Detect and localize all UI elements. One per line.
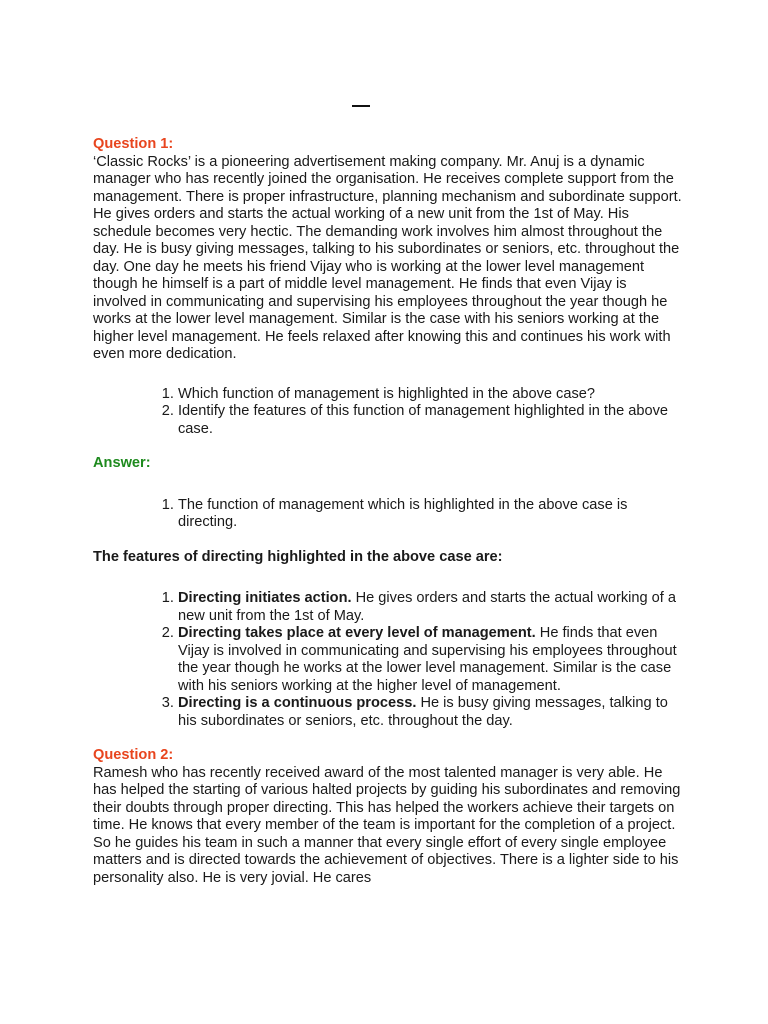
feature-title: Directing initiates action.: [178, 590, 352, 606]
list-item: [178, 590, 683, 625]
answer-1-label: Answer:: [93, 455, 151, 471]
document-page: [93, 0, 683, 887]
feature-text: He is busy giving messages, talking to his subordinates or seniors, etc. throughout the day.: [178, 695, 668, 729]
question-1-label: Question 1:: [93, 136, 174, 152]
answer-1-list: [93, 497, 683, 532]
feature-text: He finds that even Vijay is involved in communicating and supervising his employees throughout the year though he works at the lower level management. Similar is the case with his seniors working at the higher level of management.: [178, 625, 677, 694]
feature-title: Directing is a continuous process.: [178, 695, 417, 711]
list-item: 2. Identify the features of this function of management highlighted in the above case.: [178, 403, 683, 438]
list-item: 1. Which function of management is highlighted in the above case?: [178, 386, 683, 404]
feature-text: He gives orders and starts the actual working of a new unit from the 1st of May.: [178, 590, 677, 624]
features-heading: The features of directing highlighted in the above case are:: [93, 548, 503, 565]
question-1-text: ‘Classic Rocks’ is a pioneering advertisement making company. Mr. Anuj is a dynamic manager who has recently joined the organisation. He receives complete support from the management. There is proper infrastructure, planning mechanism and subordinate support. He gives orders and starts the actual working of a new unit from the 1st of May. His schedule becomes very hectic. The demanding work involves him almost throughout the day. He is busy giving messages, talking to his subordinates or seniors, etc. throughout the day. One day he meets his friend Vijay who is working at the lower level management though he himself is a part of middle level management. He finds that even Vijay is involved in communicating and supervising his employees throughout the year though he works at the lower level management. Similar is the case with his seniors working at the higher level management. He feels relaxed after knowing this and continues his work with even more dedication.: [93, 153, 682, 362]
features-list: [93, 590, 683, 730]
feature-title: Directing takes place at every level of management.: [178, 625, 536, 641]
question-2-text: Ramesh who has recently received award of the most talented manager is very able. He has helped the starting of various halted projects by guiding his subordinates and removing their doubts through proper directing. This has helped the workers achieve their targets on time. He knows that every member of the team is important for the completion of a project. So he guides his team in such a manner that every single effort of every single employee matters and is directed towards the achievement of objectives. There is a lighter side to his personality also. He is very jovial. He cares: [93, 764, 681, 886]
list-item: [178, 695, 683, 730]
list-item: 1. The function of management which is highlighted in the above case is directing.: [178, 497, 683, 532]
question-1-list: [93, 386, 683, 439]
list-item: [178, 625, 683, 695]
question-2-label: Question 2:: [93, 747, 174, 763]
